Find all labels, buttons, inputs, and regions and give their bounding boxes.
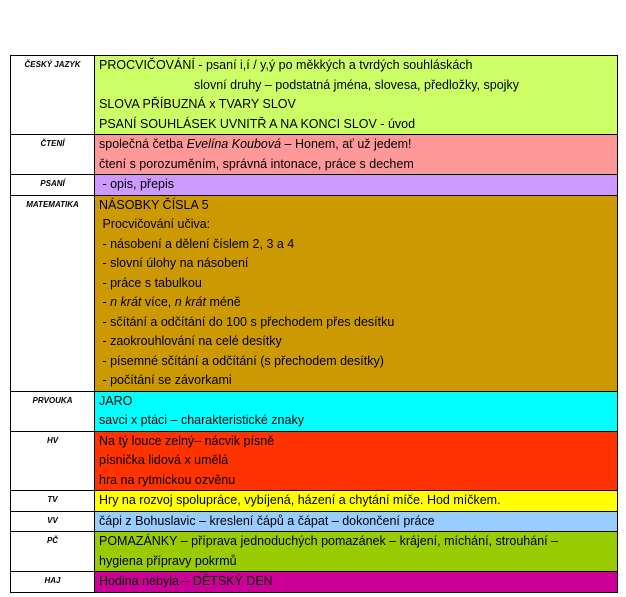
content-line: Na tý louce zelný– nácvik písně <box>99 433 275 448</box>
text-segment: více, <box>141 295 175 309</box>
content-line: - počítání se závorkami <box>99 373 232 387</box>
subject-label-cesky-jazyk: ČESKÝ JAZYK <box>11 56 95 135</box>
subject-content-cesky-jazyk <box>95 56 618 135</box>
table-row <box>11 195 618 391</box>
content-line: JARO <box>99 393 133 408</box>
content-line <box>99 135 613 155</box>
subject-label-cteni: ČTENÍ <box>11 135 95 175</box>
subject-content-tv <box>95 491 618 512</box>
content-line: - zaokrouhlování na celé desítky <box>99 334 282 348</box>
table-row <box>11 491 618 512</box>
table-row <box>11 175 618 196</box>
content-line: Procvičování učiva: <box>99 217 211 231</box>
subject-label-vv: VV <box>11 511 95 532</box>
content-line: - sčítání a odčítání do 100 s přechodem přes desítku <box>99 314 395 329</box>
content-line: savci x ptáci – charakteristické znaky <box>99 413 304 427</box>
content-line: - slovní úlohy na násobení <box>99 256 249 270</box>
content-line: SLOVA PŘÍBUZNÁ x TVARY SLOV <box>99 97 296 111</box>
content-line: - násobení a dělení číslem 2, 3 a 4 <box>99 236 295 251</box>
author-name: Evelína Koubová <box>186 137 282 151</box>
weekly-plan-table <box>10 55 618 593</box>
text-segment: společná četba <box>99 137 187 151</box>
text-segment: n krát <box>110 295 142 309</box>
content-line <box>99 293 613 313</box>
subject-content-hv <box>95 431 618 491</box>
table-row <box>11 532 618 572</box>
subject-content-vv <box>95 511 618 532</box>
subject-label-matematika: MATEMATIKA <box>11 195 95 391</box>
subject-label-hv: HV <box>11 431 95 491</box>
table-row <box>11 511 618 532</box>
subject-label-prvouka: PRVOUKA <box>11 391 95 431</box>
subject-content-prvouka <box>95 391 618 431</box>
subject-label-tv: TV <box>11 491 95 512</box>
content-line: - opis, přepis <box>99 177 175 191</box>
text-segment: - <box>99 295 111 309</box>
content-line: Hry na rozvoj spolupráce, vybíjená, házení a chytání míče. Hod míčkem. <box>99 493 501 507</box>
content-line: NÁSOBKY ČÍSLA 5 <box>99 197 209 212</box>
content-line: PROCVIČOVÁNÍ - psaní i,í / y,ý po měkkých a tvrdých souhláskách <box>99 58 473 72</box>
table-row <box>11 572 618 593</box>
content-line: - práce s tabulkou <box>99 275 202 290</box>
subject-label-pc: PČ <box>11 532 95 572</box>
content-line: PSANÍ SOUHLÁSEK UVNITŘ A NA KONCI SLOV - úvod <box>99 116 416 131</box>
subject-content-pc <box>95 532 618 572</box>
content-line: Hodina nebyla – DĚTSKÝ DEN <box>99 574 273 588</box>
content-line: - písemné sčítání a odčítání (s přechodem desítky) <box>99 353 384 368</box>
subject-content-cteni <box>95 135 618 175</box>
content-line: hra na rytmickou ozvěnu <box>99 472 236 487</box>
content-line: čtení s porozuměním, správná intonace, práce s dechem <box>99 156 414 171</box>
table-row <box>11 391 618 431</box>
text-segment: méně <box>205 295 241 309</box>
subject-content-psani <box>95 175 618 196</box>
subject-content-matematika <box>95 195 618 391</box>
subject-label-haj: HAJ <box>11 572 95 593</box>
subject-content-haj <box>95 572 618 593</box>
content-line: čápi z Bohuslavic – kreslení čápů a čápat – dokončení práce <box>99 513 435 528</box>
table-row <box>11 431 618 491</box>
table-row <box>11 135 618 175</box>
content-line: POMAZÁNKY – příprava jednoduchých pomazánek – krájení, míchání, strouhání – <box>99 534 559 548</box>
text-segment: – Honem, ať už jedem! <box>281 137 412 151</box>
subject-label-psani: PSANÍ <box>11 175 95 196</box>
content-line: hygiena přípravy pokrmů <box>99 553 237 568</box>
content-line: písnička lidová x umělá <box>99 453 229 467</box>
text-segment: n krát <box>174 295 206 309</box>
table-row <box>11 56 618 135</box>
content-line: slovní druhy – podstatná jména, slovesa, předložky, spojky <box>194 77 519 92</box>
